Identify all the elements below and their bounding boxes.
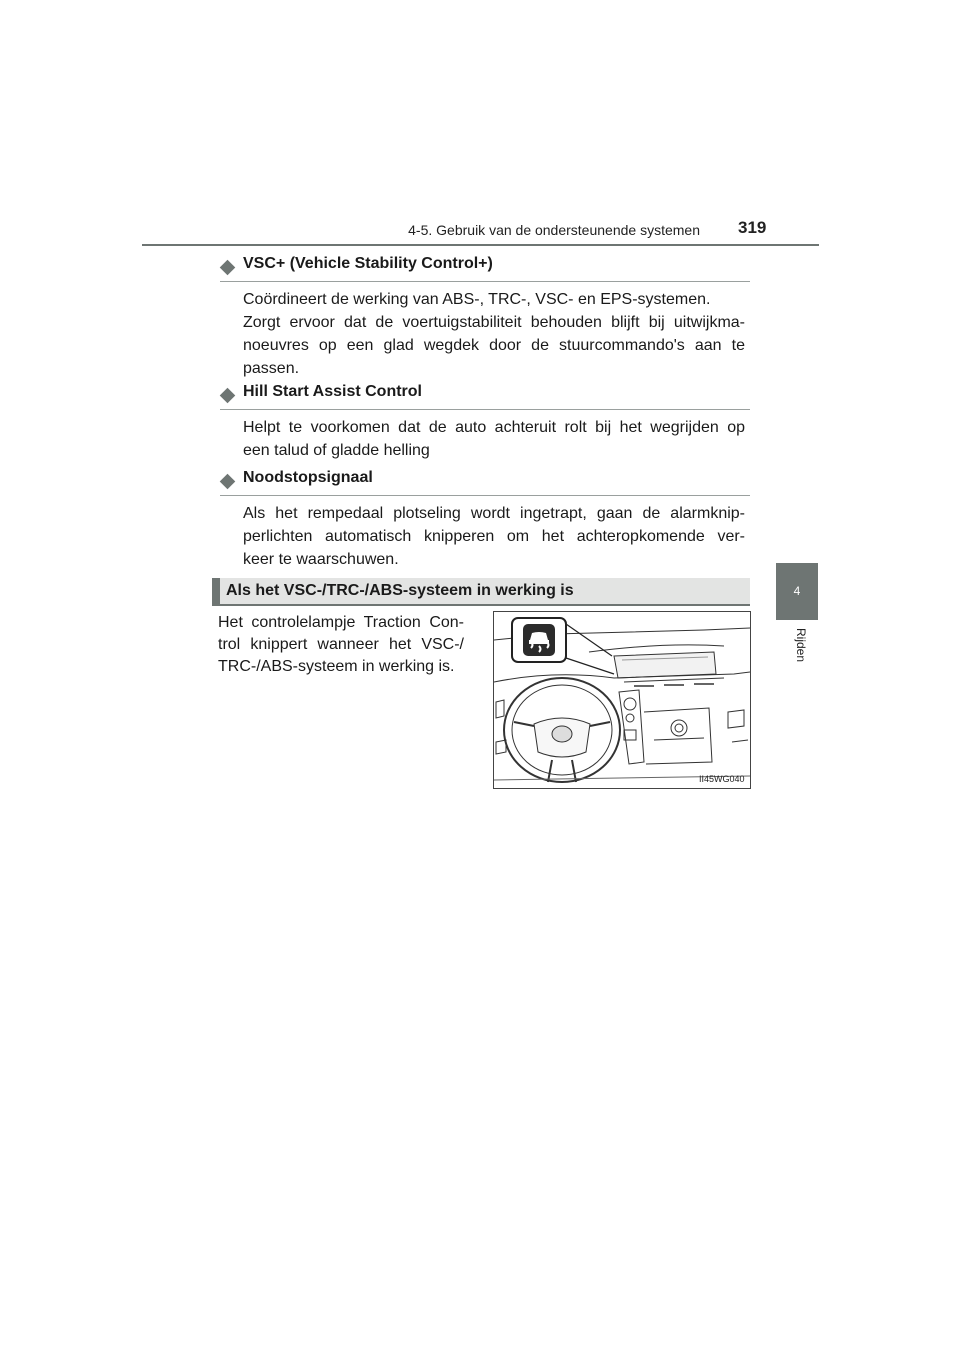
text-line: noeuvres op een glad wegdek door de stuurcommando's aan te	[243, 337, 745, 354]
section-heading	[212, 578, 750, 606]
text-line: Zorgt ervoor dat de voertuigstabiliteit behouden blijft bij uitwijkma-	[243, 314, 745, 331]
text-line: keer te waarschuwen.	[243, 551, 399, 568]
text-line: Het controlelampje Traction Con-	[218, 614, 464, 631]
text-line: passen.	[243, 360, 300, 377]
header-rule	[142, 244, 819, 246]
subhead-title: VSC+ (Vehicle Stability Control+)	[243, 255, 493, 272]
dashboard-drawing	[494, 612, 750, 788]
chapter-tab: 4	[776, 563, 818, 620]
text-line: perlichten automatisch knipperen om het achteropkomende ver-	[243, 528, 745, 545]
text-line: Als het rempedaal plotseling wordt ingetrapt, gaan de alarmknip-	[243, 505, 745, 522]
paragraph-emergency-stop	[243, 502, 745, 571]
subhead-rule	[220, 281, 750, 282]
dashboard-illustration	[493, 611, 751, 789]
section-accent	[212, 578, 220, 604]
paragraph-vsc	[243, 288, 745, 380]
page-number: 319	[738, 218, 767, 237]
text-line: Helpt te voorkomen dat de auto achteruit rolt bij het wegrijden op	[243, 419, 745, 436]
text-line: een talud of gladde helling	[243, 442, 430, 459]
section-paragraph	[218, 612, 464, 678]
running-head: 4-5. Gebruik van de ondersteunende systemen	[408, 222, 700, 238]
subhead-title: Noodstopsignaal	[243, 469, 373, 486]
text-line: trol knippert wanneer het VSC-/	[218, 636, 464, 653]
subhead-title: Hill Start Assist Control	[243, 383, 422, 400]
section-title: Als het VSC-/TRC-/ABS-systeem in werking is	[226, 582, 574, 599]
figure-code: II45WG040	[699, 774, 745, 784]
chapter-label: Rijden	[794, 628, 808, 663]
subhead-rule	[220, 409, 750, 410]
subhead-rule	[220, 495, 750, 496]
text-line: TRC-/ABS-systeem in werking is.	[218, 658, 455, 675]
slip-indicator-icon	[523, 624, 555, 656]
diamond-bullet-icon	[220, 474, 236, 490]
text-line: Coördineert de werking van ABS-, TRC-, VSC- en EPS-systemen.	[243, 291, 711, 308]
paragraph-hill-start	[243, 416, 745, 462]
diamond-bullet-icon	[220, 388, 236, 404]
diamond-bullet-icon	[220, 260, 236, 276]
